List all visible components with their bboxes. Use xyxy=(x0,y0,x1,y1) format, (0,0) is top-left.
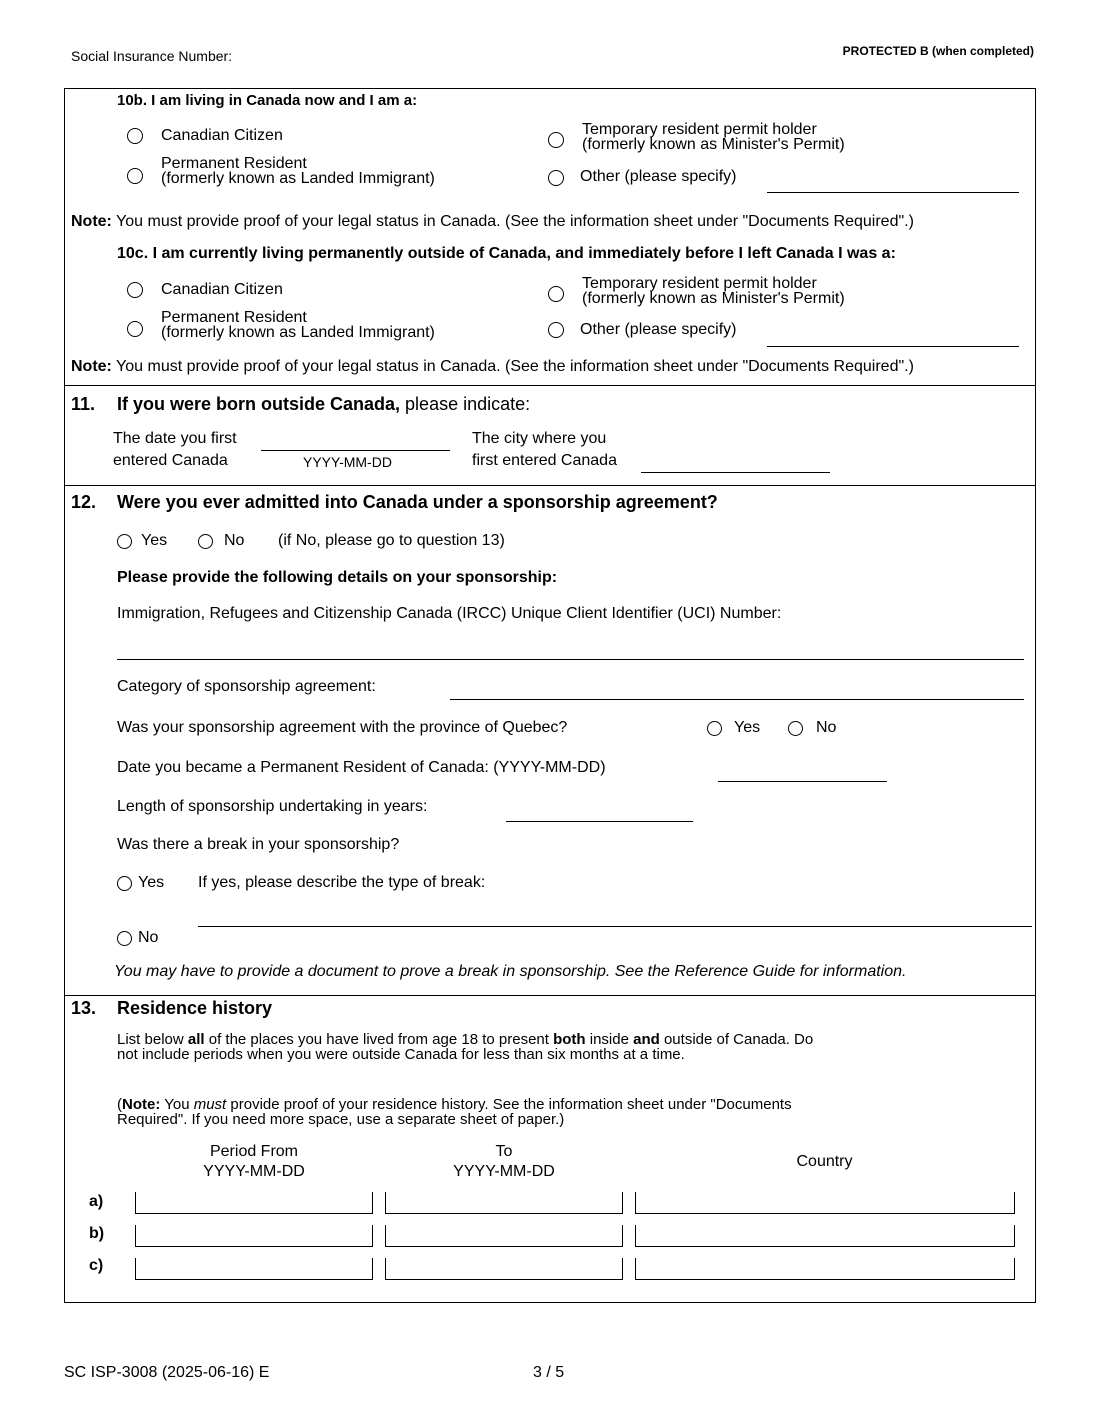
q12-uci-field[interactable] xyxy=(117,659,1024,660)
q12-category-label: Category of sponsorship agreement: xyxy=(117,678,376,695)
q12-title: Were you ever admitted into Canada under a sponsorship agreement? xyxy=(117,492,718,512)
row-b-country-field[interactable] xyxy=(635,1225,1015,1247)
q10b-permanent-radio[interactable] xyxy=(127,168,143,184)
q13-p1-b: all xyxy=(187,1031,205,1048)
page-number: 3 / 5 xyxy=(533,1364,565,1381)
q10b-temp-radio[interactable] xyxy=(548,132,564,148)
q12-no-hint: (if No, please go to question 13) xyxy=(278,532,505,549)
form-id: SC ISP-3008 (2025-06-16) E xyxy=(64,1364,270,1381)
row-b-from-field[interactable] xyxy=(135,1225,373,1247)
q11-date-field[interactable] xyxy=(261,450,450,451)
col-from-line2: YYYY-MM-DD xyxy=(203,1163,305,1180)
q10b-citizen-label: Canadian Citizen xyxy=(161,127,283,144)
q13-p1-c: of the places you have lived from age 18 to present xyxy=(204,1031,554,1048)
col-to-line1: To xyxy=(495,1143,513,1160)
q12-break-no-label: No xyxy=(138,929,159,946)
q10c-permanent-radio[interactable] xyxy=(127,321,143,337)
q13-p1-a: List below xyxy=(117,1031,188,1048)
row-a-from-field[interactable] xyxy=(135,1192,373,1214)
q10c-citizen-label: Canadian Citizen xyxy=(161,281,283,298)
row-b-to-field[interactable] xyxy=(385,1225,623,1247)
q13-number: 13. xyxy=(71,998,97,1018)
q11-title xyxy=(117,394,530,415)
q10c-note-label: Note: xyxy=(71,358,112,375)
q10b-citizen-radio[interactable] xyxy=(127,128,143,144)
q13-p2-e: provide proof of your residence history. See the information sheet under "Documents Required". If you need more space, use a separate sheet of paper.) xyxy=(117,1096,792,1128)
q10c-other-label: Other (please specify) xyxy=(580,321,737,338)
q12-pr-date-field[interactable] xyxy=(718,781,887,782)
q10b-temp-line1: Temporary resident permit holder xyxy=(582,121,817,138)
q12-quebec-no-label: No xyxy=(816,719,837,736)
q10c-note-text: You must provide proof of your legal status in Canada. (See the information sheet under "Documents Required".) xyxy=(116,358,914,375)
q13-p1-f: and xyxy=(633,1031,660,1048)
q12-number: 12. xyxy=(71,492,97,512)
q12-quebec-yes-label: Yes xyxy=(734,719,761,736)
q10b-other-field[interactable] xyxy=(767,192,1019,193)
q10c-permanent-label xyxy=(161,310,435,340)
row-a-country-field[interactable] xyxy=(635,1192,1015,1214)
q13-note xyxy=(117,1097,857,1127)
q13-p1-g: outside of Canada. Do not include periods when you were outside Canada for less than six months at a time. xyxy=(117,1031,814,1063)
q12-no-label: No xyxy=(224,532,245,549)
q12-pr-date-label: Date you became a Permanent Resident of Canada: (YYYY-MM-DD) xyxy=(117,759,606,776)
q12-no-radio[interactable] xyxy=(198,534,213,549)
q11-city-label-line1: The city where you xyxy=(472,430,607,447)
q11-date-label-line1: The date you first xyxy=(113,430,237,447)
row-label: b) xyxy=(89,1225,105,1242)
col-header-country: Country xyxy=(796,1153,853,1170)
q10b-note xyxy=(71,213,914,231)
q10b-note-text: You must provide proof of your legal status in Canada. (See the information sheet under "Documents Required".) xyxy=(116,213,914,230)
q12-quebec-yes-radio[interactable] xyxy=(707,721,722,736)
divider xyxy=(64,485,1036,486)
row-a-to-field[interactable] xyxy=(385,1192,623,1214)
q10b-other-radio[interactable] xyxy=(548,170,564,186)
q13-p1-d: both xyxy=(553,1031,586,1048)
row-c-from-field[interactable] xyxy=(135,1258,373,1280)
q12-yes-label: Yes xyxy=(141,532,168,549)
q10c-permanent-line1: Permanent Resident xyxy=(161,309,307,326)
q10c-temp-label xyxy=(582,276,845,306)
q12-length-field[interactable] xyxy=(506,821,693,822)
q12-break-no-radio[interactable] xyxy=(117,931,132,946)
q10c-permanent-line2: (formerly known as Landed Immigrant) xyxy=(161,324,435,341)
q12-quebec-no-radio[interactable] xyxy=(788,721,803,736)
q11-title-bold: If you were born outside Canada, xyxy=(117,394,401,414)
q10b-title: 10b. I am living in Canada now and I am a: xyxy=(117,92,418,109)
row-c-country-field[interactable] xyxy=(635,1258,1015,1280)
q11-number: 11. xyxy=(71,394,96,414)
q12-quebec-label: Was your sponsorship agreement with the province of Quebec? xyxy=(117,719,568,736)
q10b-note-label: Note: xyxy=(71,213,112,230)
row-label: a) xyxy=(89,1193,104,1210)
q12-category-field[interactable] xyxy=(450,699,1024,700)
row-label: c) xyxy=(89,1257,104,1274)
q12-break-yes-radio[interactable] xyxy=(117,876,132,891)
q10b-permanent-line1: Permanent Resident xyxy=(161,155,307,172)
divider xyxy=(64,995,1036,996)
q11-city-field[interactable] xyxy=(641,472,830,473)
q10b-other-label: Other (please specify) xyxy=(580,168,737,185)
q12-uci-label: Immigration, Refugees and Citizenship Canada (IRCC) Unique Client Identifier (UCI) Number: xyxy=(117,605,782,622)
q10b-permanent-line2: (formerly known as Landed Immigrant) xyxy=(161,170,435,187)
q11-city-label-line2: first entered Canada xyxy=(472,452,617,469)
divider xyxy=(64,385,1036,386)
q11-city-label xyxy=(472,428,617,472)
q10c-note xyxy=(71,358,914,376)
q10c-temp-line1: Temporary resident permit holder xyxy=(582,275,817,292)
q12-break-yes-label: Yes xyxy=(138,874,165,891)
q13-p2-a: ( xyxy=(117,1096,122,1113)
q10b-temp-label xyxy=(582,122,845,152)
protected-label: PROTECTED B (when completed) xyxy=(842,44,1034,58)
q12-length-label: Length of sponsorship undertaking in years: xyxy=(117,798,428,815)
q10b-permanent-label xyxy=(161,156,435,186)
q13-p2-c: You xyxy=(160,1096,194,1113)
q11-date-format: YYYY-MM-DD xyxy=(303,454,392,470)
q13-p1-e: inside xyxy=(585,1031,634,1048)
col-from-line1: Period From xyxy=(209,1143,299,1160)
q12-break-label: Was there a break in your sponsorship? xyxy=(117,836,400,853)
q12-break-desc-field[interactable] xyxy=(198,926,1032,927)
col-to-line2: YYYY-MM-DD xyxy=(453,1163,555,1180)
q10c-other-radio[interactable] xyxy=(548,322,564,338)
q13-title: Residence history xyxy=(117,998,273,1018)
q12-break-yes-desc: If yes, please describe the type of break: xyxy=(198,874,486,891)
q11-date-label xyxy=(113,428,237,472)
q10c-citizen-radio[interactable] xyxy=(127,282,143,298)
q13-instructions xyxy=(117,1032,827,1062)
q12-yes-radio[interactable] xyxy=(117,534,132,549)
q11-title-rest: please indicate: xyxy=(400,394,531,414)
q10c-title: 10c. I am currently living permanently outside of Canada, and immediately before I left Canada I was a: xyxy=(117,245,896,262)
col-header-from xyxy=(136,1142,372,1182)
q10c-other-field[interactable] xyxy=(767,346,1019,347)
q13-p2-b: Note: xyxy=(122,1096,161,1113)
q10c-temp-radio[interactable] xyxy=(548,286,564,302)
col-header-to xyxy=(386,1142,622,1182)
q10b-temp-line2: (formerly known as Minister's Permit) xyxy=(582,136,845,153)
q10c-temp-line2: (formerly known as Minister's Permit) xyxy=(582,290,845,307)
q12-details-title: Please provide the following details on your sponsorship: xyxy=(117,569,558,586)
q11-date-label-line2: entered Canada xyxy=(113,452,228,469)
sin-label: Social Insurance Number: xyxy=(71,48,233,64)
q12-break-note: You may have to provide a document to prove a break in sponsorship. See the Reference Guide for information. xyxy=(114,963,907,980)
row-c-to-field[interactable] xyxy=(385,1258,623,1280)
q13-p2-d: must xyxy=(193,1096,227,1113)
